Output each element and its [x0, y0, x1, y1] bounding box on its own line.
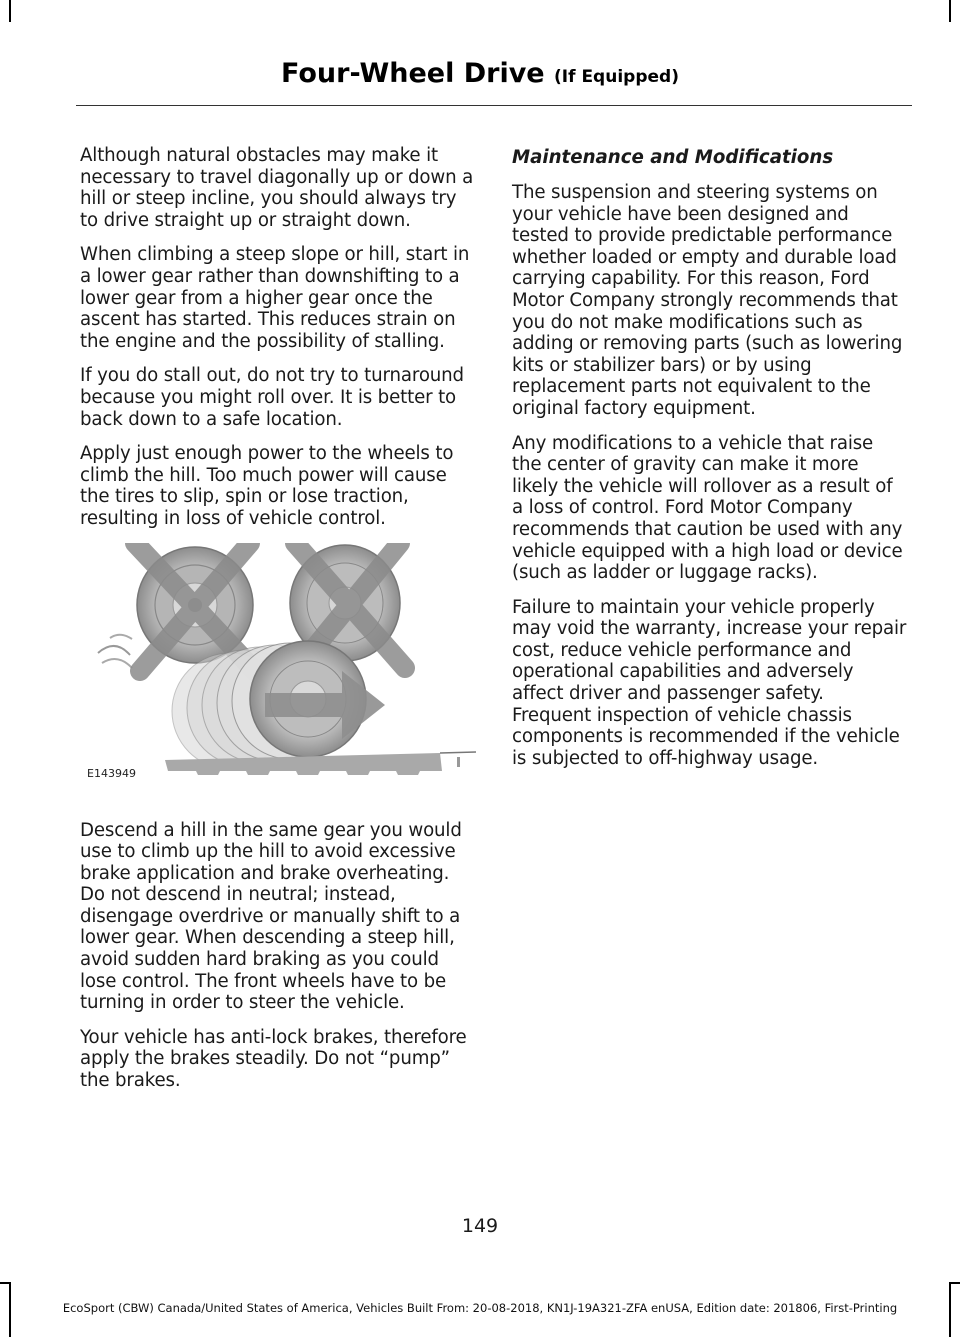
paragraph: Failure to maintain your vehicle properly may void the warranty, increase your repair cost, reduce vehicle performance and operational capabilities and adversely affect driver and passenger safety. Frequent inspection of vehicle chassis components is recommended if the vehicle is subjected to off-highway usage. [512, 596, 907, 769]
paragraph: If you do stall out, do not try to turnaround because you might roll over. It is better to back down to a safe location. [80, 365, 464, 430]
paragraph: Descend a hill in the same gear you would use to climb up the hill to avoid excessive brake application and brake overheating. Do not descend in neutral; instead, disengage overdrive or manually shift to a lower gear. When descending a steep hill, avoid sudden hard braking as you could lose control. The front wheels have to be turning in order to steer the vehicle. [80, 819, 462, 1014]
right-column [512, 145, 908, 782]
paragraph: Your vehicle has anti-lock brakes, therefore apply the brakes steadily. Do not “pump” the brakes. [80, 1026, 467, 1092]
page-header [0, 58, 960, 89]
paragraph: When climbing a steep slope or hill, start in a lower gear rather than downshifting to a lower gear from a higher gear once the ascent has started. This reduces strain on the engine and the possibility of stalling. [80, 244, 470, 352]
paragraph: Apply just enough power to the wheels to climb the hill. Too much power will cause the tires to slip, spin or lose traction, resulting in loss of vehicle control. [80, 443, 454, 529]
header-divider [76, 105, 912, 106]
page-footer: EcoSport (CBW) Canada/United States of America, Vehicles Built From: 20-08-2018, KN1J-19A321-ZFA enUSA, Edition date: 201806, First-Printing [62, 1301, 898, 1315]
header-title: Four-Wheel Drive [281, 58, 545, 89]
left-column [80, 145, 476, 1105]
hill-climb-figure [80, 543, 476, 788]
wheel-illustration [80, 543, 476, 788]
crop-mark-bottom-left-h [0, 1282, 11, 1284]
paragraph: Any modifications to a vehicle that raise the center of gravity can make it more likely the vehicle will rollover as a result of a loss of control. Ford Motor Company recommends that caution be used with any vehicle equipped with a high load or device (such as ladder or luggage racks). [512, 432, 903, 584]
figure-code: E143949 [87, 766, 136, 780]
crop-mark-top-left-v [9, 0, 11, 22]
paragraph: The suspension and steering systems on your vehicle have been designed and tested to provide predictable performance whether loaded or empty and durable load carrying capability. For this reason, Ford Motor Company strongly recommends that you do not make modifications such as adding or removing parts (such as lowering kits or stabilizer bars) or by using replacement parts not equivalent to the original factory equipment. [512, 182, 903, 419]
page-number: 149 [461, 1215, 499, 1237]
crop-mark-bottom-right-h [949, 1282, 960, 1284]
section-heading: Maintenance and Modifications [512, 147, 834, 168]
crop-mark-top-right-v [949, 0, 951, 22]
paragraph: Although natural obstacles may make it necessary to travel diagonally up or down a hill or steep incline, you should always try to drive straight up or straight down. [80, 145, 474, 231]
header-subtitle: (If Equipped) [554, 67, 679, 87]
